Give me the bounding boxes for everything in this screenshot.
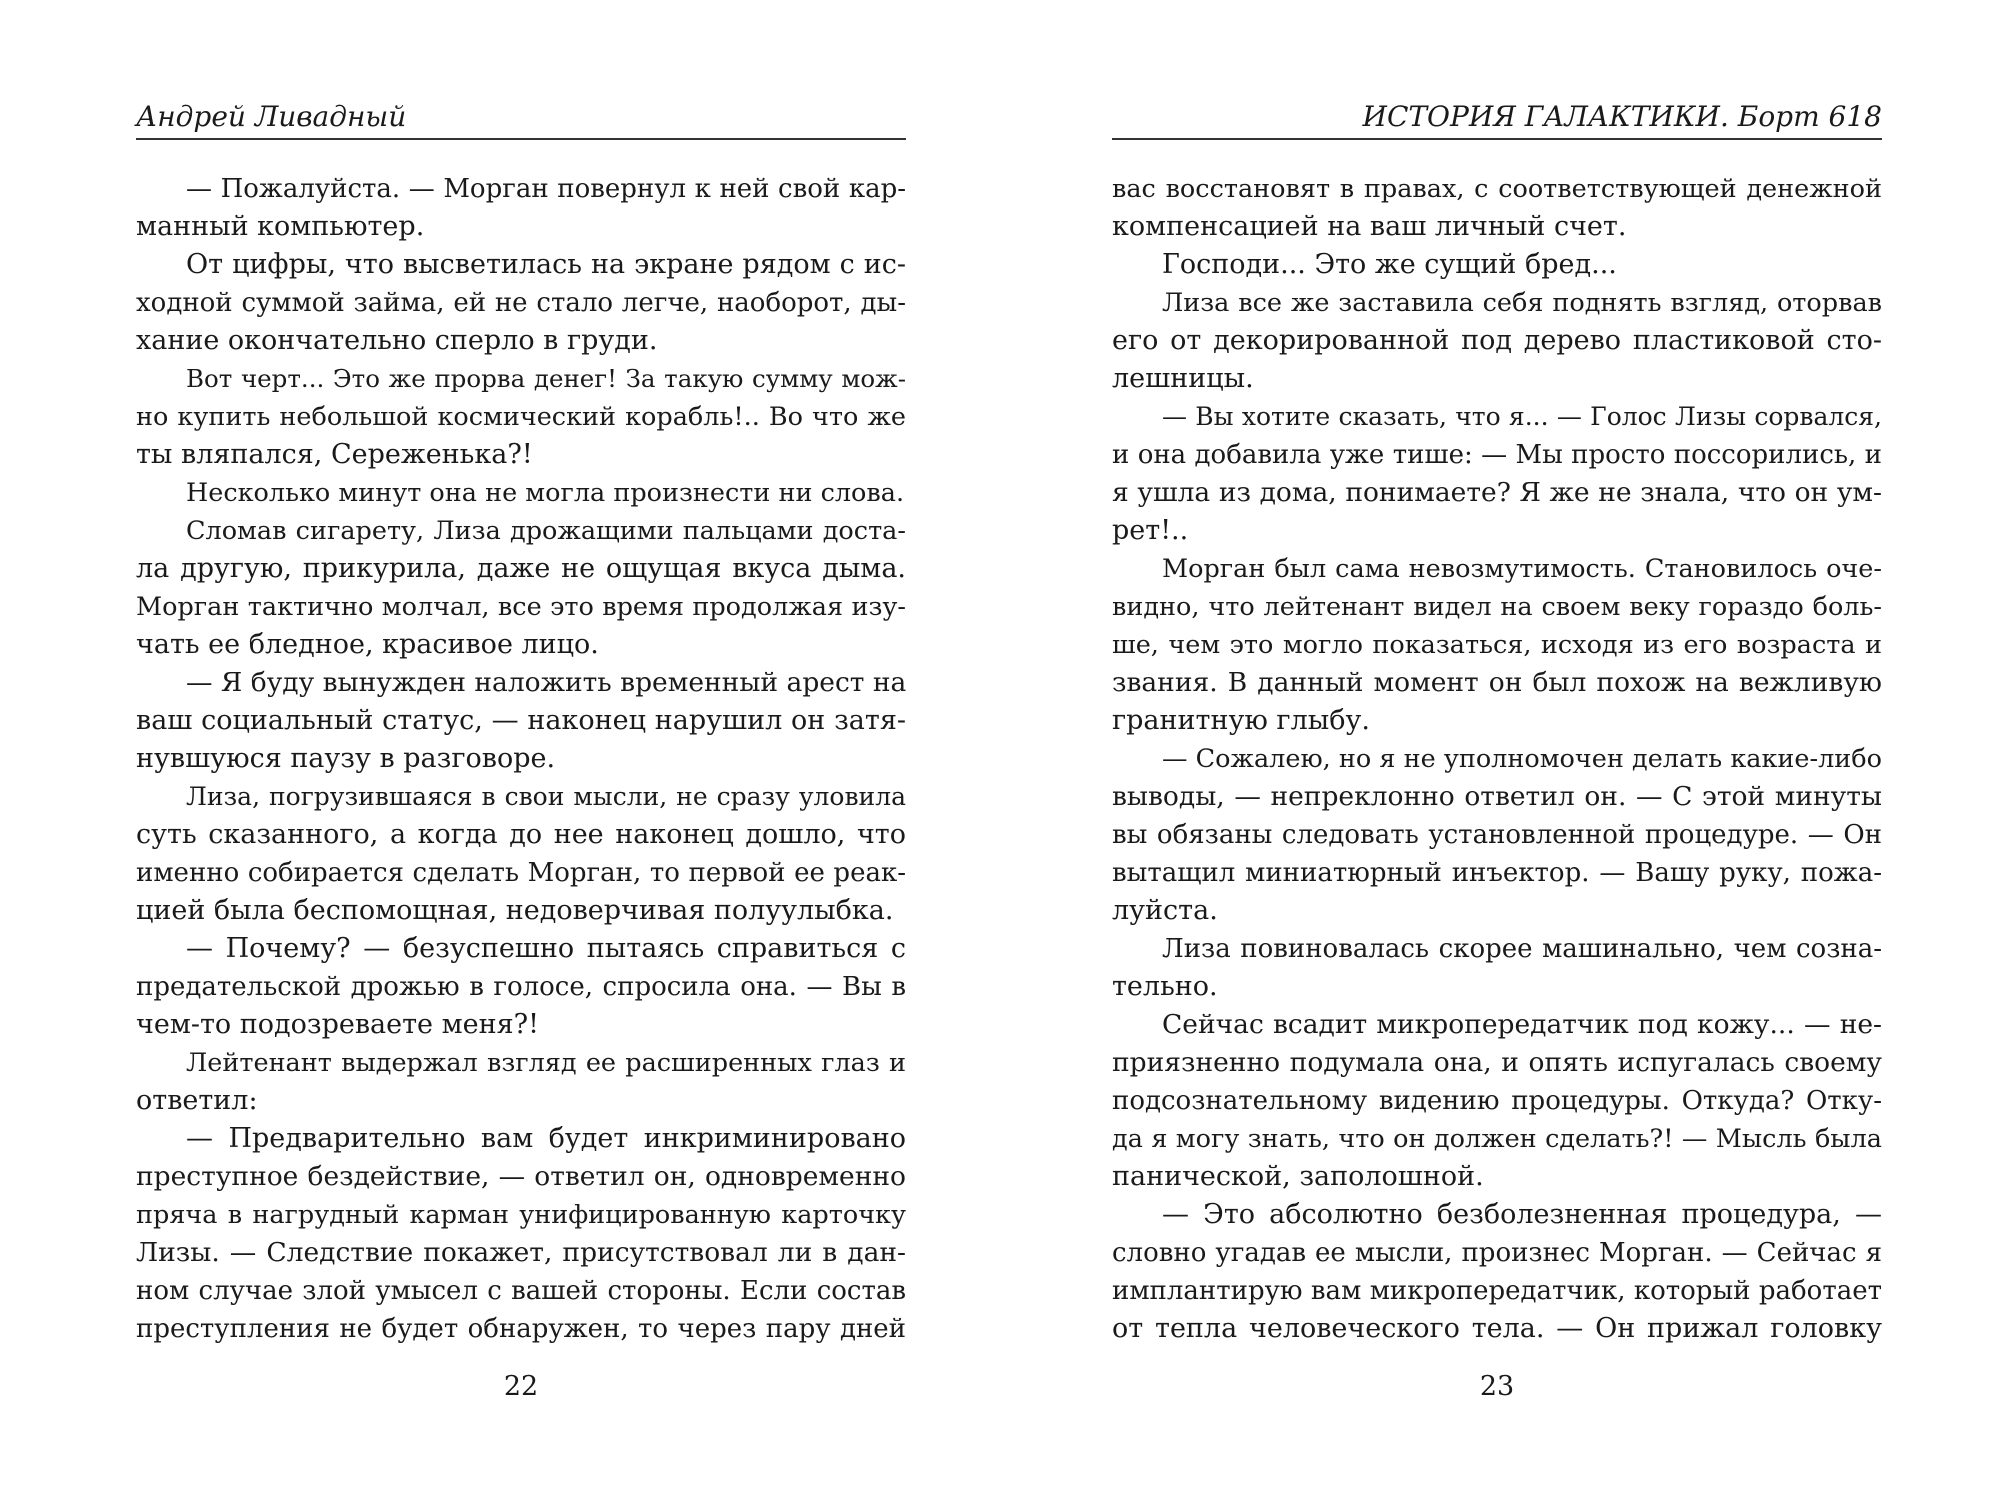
text-line: Сейчас всадит микропередатчик под кожу... — не- [1162,1009,1882,1040]
text-line: ты вляпался, Сереженька?! [136,439,533,470]
text-line: суть сказанного, а когда до нее наконец дошло, что [136,819,906,850]
text-line: словно угадав ее мысли, произнес Морган. — Сейчас я [1112,1238,1882,1268]
text-line: лешницы. [1112,363,1254,394]
text-line: вас восстановят в правах, с соответствующей денежной [1112,174,1882,204]
text-line: рет!.. [1112,515,1189,546]
header-rule [1112,138,1882,140]
text-line: ном случае злой умысел с вашей стороны. Если состав [136,1276,906,1306]
text-line: ходной суммой займа, ей не стало легче, наоборот, ды- [136,288,906,318]
page-body-text [136,170,906,1348]
text-line: вы обязаны следовать установленной процедуре. — Он [1112,820,1882,850]
text-line: видно, что лейтенант видел на своем веку гораздо боль- [1112,592,1882,622]
text-line: Лиза повиновалась скорее машинально, чем созна- [1162,934,1882,964]
text-line: нувшуюся паузу в разговоре. [136,743,556,774]
text-line: компенсацией на ваш личный счет. [1112,211,1627,242]
text-line: пряча в нагрудный карман унифицированную карточку [136,1200,906,1230]
right-page [1112,0,1882,1491]
text-line: хание окончательно сперло в груди. [136,325,658,356]
page-body-text [1112,170,1882,1348]
text-line: и она добавила уже тише: — Мы просто поссорились, и [1112,440,1882,470]
page-number: 22 [503,1371,539,1402]
text-line: Морган был сама невозмутимость. Становилось оче- [1162,554,1882,584]
text-line: да я могу знать, что он должен сделать?! — Мысль была [1112,1124,1882,1154]
text-line: его от декорированной под дерево пластиковой сто- [1112,325,1882,356]
text-line: выводы, — непреклонно ответил он. — С этой минуты [1112,781,1882,812]
text-line: но купить небольшой космический корабль!.. Во что же [136,402,906,432]
text-line: приязненно подумала она, и опять испугалась своему [1112,1047,1882,1078]
text-line: имплантирую вам микропередатчик, который работает [1112,1276,1882,1306]
text-line: — Это абсолютно безболезненная процедура, — [1162,1199,1882,1230]
text-line: чем-то подозреваете меня?! [136,1009,539,1040]
text-line: луйста. [1112,895,1218,926]
header-rule [136,138,906,140]
text-line: Морган тактично молчал, все это время продолжая изу- [136,592,906,622]
text-line: От цифры, что высветилась на экране рядом с ис- [186,249,906,280]
text-line: звания. В данный момент он был похож на вежливую [1112,667,1882,698]
text-line: манный компьютер. [136,211,425,242]
text-line: преступления не будет обнаружен, то через пару дней [136,1314,906,1344]
text-line: я ушла из дома, понимаете? Я же не знала, что он ум- [1112,477,1882,508]
text-line: цией была беспомощная, недоверчивая полуулыбка. [136,895,894,926]
text-line: — Пожалуйста. — Морган повернул к ней свой кар- [186,174,906,204]
text-line: — Вы хотите сказать, что я... — Голос Лизы сорвался, [1162,402,1882,431]
text-line: Вот черт... Это же прорва денег! За такую сумму мож- [186,364,906,393]
running-head-title: ИСТОРИЯ ГАЛАКТИКИ. Борт 618 [1362,100,1882,133]
text-line: от тепла человеческого тела. — Он прижал головку [1112,1313,1882,1344]
text-line: Лизы. — Следствие покажет, присутствовал ли в дан- [136,1237,906,1268]
text-line: предательской дрожью в голосе, спросила она. — Вы в [136,972,906,1002]
text-line: — Я буду вынужден наложить временный арест на [186,667,907,698]
text-line: Лиза, погрузившаяся в свои мысли, не сразу уловила [186,782,906,811]
text-line: Несколько минут она не могла произнести ни слова. [186,478,905,508]
text-line: ла другую, прикурила, даже не ощущая вкуса дыма. [136,553,906,584]
text-line: гранитную глыбу. [1112,705,1370,736]
text-line: именно собирается сделать Морган, то первой ее реак- [136,858,906,888]
text-line: подсознательному видению процедуры. Откуда? Отку- [1112,1086,1882,1116]
text-line: — Почему? — безуспешно пытаясь справиться с [186,933,906,964]
text-line: ответил: [136,1085,258,1116]
text-line: Сломав сигарету, Лиза дрожащими пальцами доста- [186,516,906,546]
text-line: Господи... Это же сущий бред... [1162,249,1617,280]
text-line: — Предварительно вам будет инкриминировано [186,1123,906,1154]
text-line: ваш социальный статус, — наконец нарушил он затя- [136,705,906,736]
running-head-author: Андрей Ливадный [136,100,407,133]
page-number: 23 [1479,1371,1515,1402]
text-line: Лейтенант выдержал взгляд ее расширенных глаз и [186,1048,906,1078]
text-line: вытащил миниатюрный инъектор. — Вашу руку, пожа- [1112,858,1882,888]
text-line: панической, заполошной. [1112,1161,1484,1192]
text-line: Лиза все же заставила себя поднять взгляд, оторвав [1162,288,1882,318]
text-line: — Сожалею, но я не уполномочен делать какие-либо [1162,744,1882,774]
text-line: чать ее бледное, красивое лицо. [136,629,599,660]
left-page [136,0,906,1491]
text-line: тельно. [1112,971,1218,1002]
text-line: преступное бездействие, — ответил он, одновременно [136,1161,906,1192]
text-line: ше, чем это могло показаться, исходя из его возраста и [1112,630,1882,660]
